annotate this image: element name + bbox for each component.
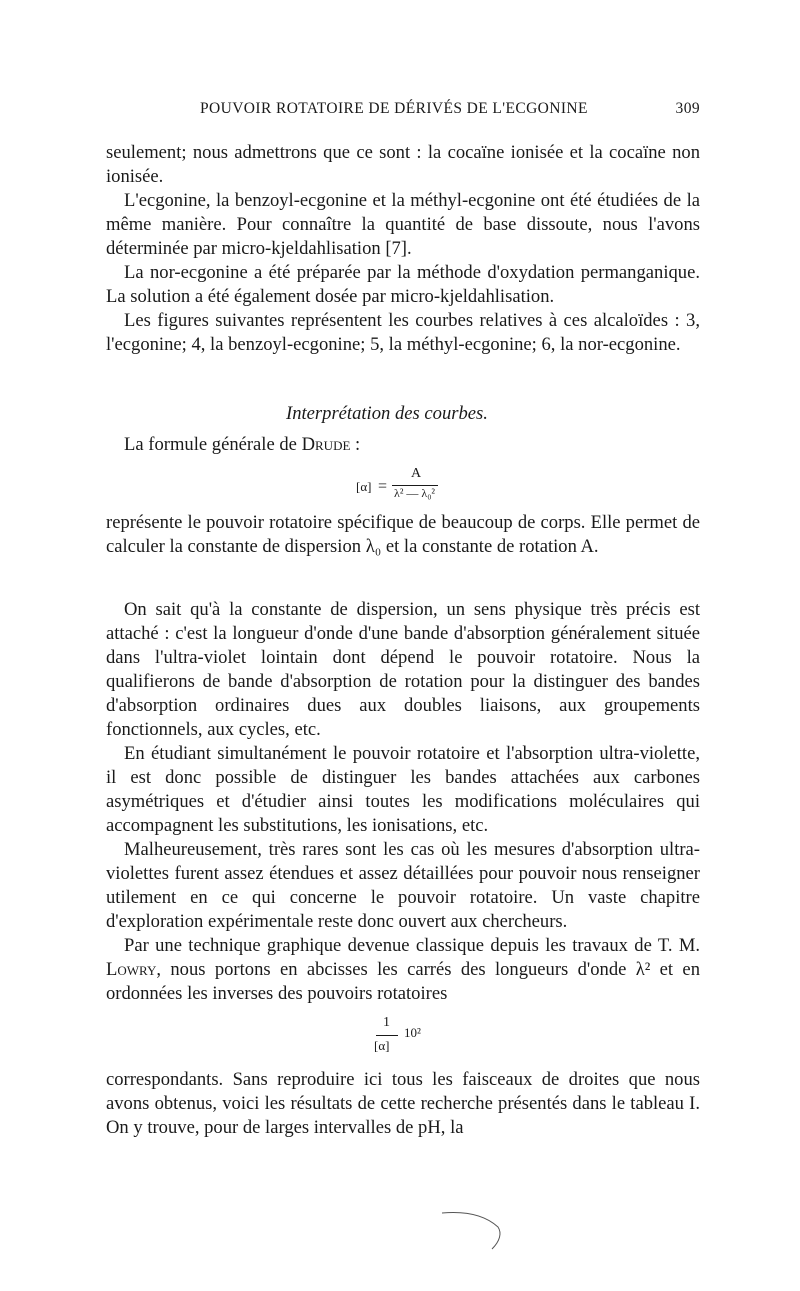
paragraph	[106, 934, 700, 1006]
formula-denominator: λ² — λ₀²	[394, 486, 436, 500]
paragraph: Les figures suivantes représentent les courbes relatives à ces alcaloïdes : 3, l'ecgonine; 4, la benzoyl-ecgonine; 5, la méthyl-ecgonine; 6, la nor-ecgonine.	[106, 310, 700, 355]
author-name: Drude	[301, 434, 351, 455]
text-block-1	[106, 141, 700, 357]
paragraph: En étudiant simultanément le pouvoir rotatoire et l'absorption ultra-violette, il est donc possible de distinguer les bandes attachées aux carbones asymétriques et d'étudier ainsi toutes les modifications moléculaires qui accompagnent les substitutions, les ionisations, etc.	[106, 743, 700, 836]
paragraph: représente le pouvoir rotatoire spécifique de beaucoup de corps. Elle permet de calculer la constante de dispersion λ₀ et la constante de rotation A.	[106, 512, 700, 557]
formula-numerator: A	[411, 466, 422, 481]
pencil-mark-icon	[440, 1205, 510, 1255]
drude-colon: :	[350, 434, 361, 455]
drude-formula	[356, 466, 476, 506]
formula-factor: 10²	[404, 1025, 421, 1040]
inverse-rotation-formula	[372, 1015, 432, 1063]
formula-denominator: [α]	[374, 1038, 390, 1053]
author-name: Lowry	[106, 959, 157, 980]
drude-intro: La formule générale de	[124, 434, 302, 455]
paragraph-text: Par une technique graphique devenue classique depuis les travaux de T. M.	[124, 935, 700, 956]
formula-equals: =	[378, 478, 388, 495]
paragraph: correspondants. Sans reproduire ici tous les faisceaux de droites que nous avons obtenus, voici les résultats de cette recherche présentés dans le tableau I. On y trouve, pour de larges intervalles de pH, la	[106, 1069, 700, 1138]
running-title: POUVOIR ROTATOIRE DE DÉRIVÉS DE L'ECGONINE	[200, 100, 588, 117]
paragraph: L'ecgonine, la benzoyl-ecgonine et la méthyl-ecgonine ont été étudiées de la même manière. Pour connaître la quantité de base dissoute, nous l'avons déterminée par micro-kjeldahlisation [7].	[106, 190, 700, 259]
paragraph: La nor-ecgonine a été préparée par la méthode d'oxydation permanganique. La solution a été également dosée par micro-kjeldahlisation.	[106, 262, 700, 307]
paragraph-text: , nous portons en abcisses les carrés des longueurs d'onde λ² et en ordonnées les inverses des pouvoirs rotatoires	[106, 959, 700, 1004]
paragraph: On sait qu'à la constante de dispersion, un sens physique très précis est attaché : c'est la longueur d'onde d'une bande d'absorption généralement située dans l'ultra-violet lointain dont dépend le pouvoir rotatoire. Nous la qualifierons de bande d'absorption de rotation pour la distinguer des bandes d'absorption ordinaires dues aux doubles liaisons, aux groupements fonctionnels, aux cycles, etc.	[106, 599, 700, 740]
text-block-4	[106, 1068, 700, 1140]
formula-lhs: [α]	[356, 479, 372, 494]
paragraph: seulement; nous admettrons que ce sont : la cocaïne ionisée et la cocaïne non ionisée.	[106, 142, 700, 187]
paragraph: Malheureusement, très rares sont les cas où les mesures d'absorption ultra-violettes furent assez étendues et assez détaillées pour pouvoir nous renseigner utilement en ce qui concerne le pouvoir rotatoire. Un vaste chapitre d'exploration expérimentale reste donc ouvert aux chercheurs.	[106, 839, 700, 932]
formula-numerator: 1	[383, 1015, 390, 1030]
section-title: Interprétation des courbes.	[286, 403, 488, 424]
drude-line	[106, 433, 700, 457]
text-block-3	[106, 598, 700, 1006]
page-number: 309	[675, 100, 700, 117]
text-block-2	[106, 511, 700, 559]
fraction-bar	[376, 1035, 398, 1036]
